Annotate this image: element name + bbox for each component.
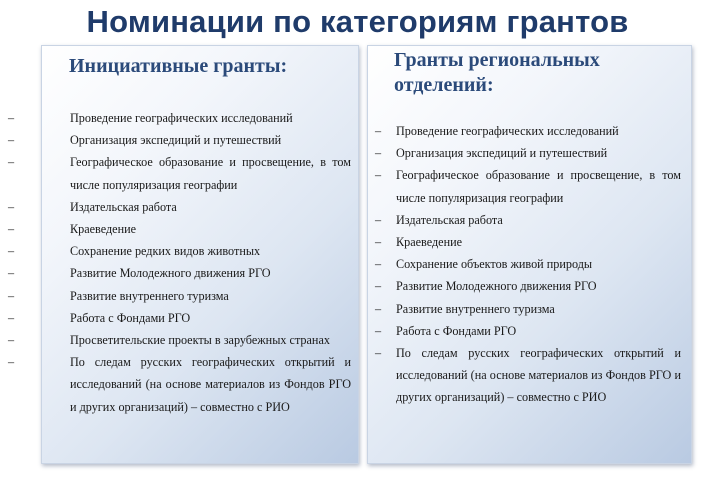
dash-bullet: – <box>8 133 15 148</box>
dash-bullet: – <box>375 124 382 138</box>
dash-bullet: – <box>8 155 15 170</box>
list-item-text: Организация экспедиций и путешествий <box>396 146 608 161</box>
dash-bullet: – <box>8 355 15 370</box>
list-item <box>8 218 351 240</box>
regional-grants-panel <box>367 45 692 464</box>
list-item <box>368 120 681 142</box>
dash-bullet: – <box>8 288 15 303</box>
list-item-text: Проведение географических исследований <box>70 111 293 125</box>
list-item <box>8 196 351 218</box>
dash-bullet: – <box>375 257 382 272</box>
list-item <box>368 164 681 208</box>
initiative-grants-list <box>8 107 351 418</box>
list-item-text: Работа с Фондами РГО <box>70 310 191 325</box>
list-item <box>368 275 681 297</box>
regional-grants-heading: Гранты региональных отделений: <box>394 49 600 96</box>
slide-title: Номинации по категориям грантов <box>86 4 629 39</box>
list-item-text: Развитие Молодежного движения РГО <box>396 279 597 294</box>
list-item <box>368 142 681 164</box>
list-item-text: Проведение географических исследований <box>396 124 619 138</box>
list-item-text: Работа с Фондами РГО <box>396 323 517 338</box>
list-item-text: Организация экспедиций и путешествий <box>70 133 282 148</box>
list-item <box>8 151 351 195</box>
list-item <box>368 209 681 231</box>
list-item <box>8 351 351 418</box>
dash-bullet: – <box>375 235 382 250</box>
dash-bullet: – <box>375 323 382 338</box>
list-item-text: Краеведение <box>396 235 463 250</box>
dash-bullet: – <box>8 333 15 348</box>
dash-bullet: – <box>8 222 15 237</box>
list-item-text: Развитие Молодежного движения РГО <box>70 266 271 281</box>
list-item-text: Развитие внутреннего туризма <box>70 288 229 303</box>
list-item <box>8 329 351 351</box>
list-item-text: Издательская работа <box>70 199 177 214</box>
list-item <box>8 262 351 284</box>
dash-bullet: – <box>375 212 382 227</box>
dash-bullet: – <box>8 111 15 125</box>
list-item <box>368 342 681 409</box>
list-item <box>368 320 681 342</box>
dash-bullet: – <box>375 301 382 316</box>
list-item-text: По следам русских географических открытий и исследований (на основе материалов из Фондов РГО и других организаций) – совместно с РИО <box>70 355 351 414</box>
initiative-grants-panel <box>8 45 359 464</box>
initiative-grants-heading: Инициативные гранты: <box>69 55 288 77</box>
list-item <box>368 253 681 275</box>
list-item-text: Географическое образование и просвещение, в том числе популяризация географии <box>396 168 681 205</box>
dash-bullet: – <box>375 168 382 183</box>
dash-bullet: – <box>8 266 15 281</box>
list-item <box>8 285 351 307</box>
list-item-text: Географическое образование и просвещение, в том числе популяризация географии <box>70 155 351 192</box>
dash-bullet: – <box>375 279 382 294</box>
list-item-text: Развитие внутреннего туризма <box>396 301 555 316</box>
list-item <box>8 129 351 151</box>
list-item <box>368 231 681 253</box>
list-item <box>8 107 351 129</box>
list-item-text: Издательская работа <box>396 212 503 227</box>
list-item-text: По следам русских географических открытий и исследований (на основе материалов из Фондов РГО и других организаций) – совместно с РИО <box>396 346 681 405</box>
list-item-text: Сохранение объектов живой природы <box>396 257 593 272</box>
dash-bullet: – <box>8 199 15 214</box>
regional-grants-list <box>368 120 681 409</box>
list-item <box>368 298 681 320</box>
dash-bullet: – <box>8 244 15 259</box>
list-item <box>8 240 351 262</box>
list-item-text: Просветительские проекты в зарубежных странах <box>70 333 330 348</box>
dash-bullet: – <box>375 346 382 361</box>
dash-bullet: – <box>375 146 382 161</box>
dash-bullet: – <box>8 310 15 325</box>
list-item-text: Сохранение редких видов животных <box>70 244 261 259</box>
list-item <box>8 307 351 329</box>
list-item-text: Краеведение <box>70 222 137 237</box>
